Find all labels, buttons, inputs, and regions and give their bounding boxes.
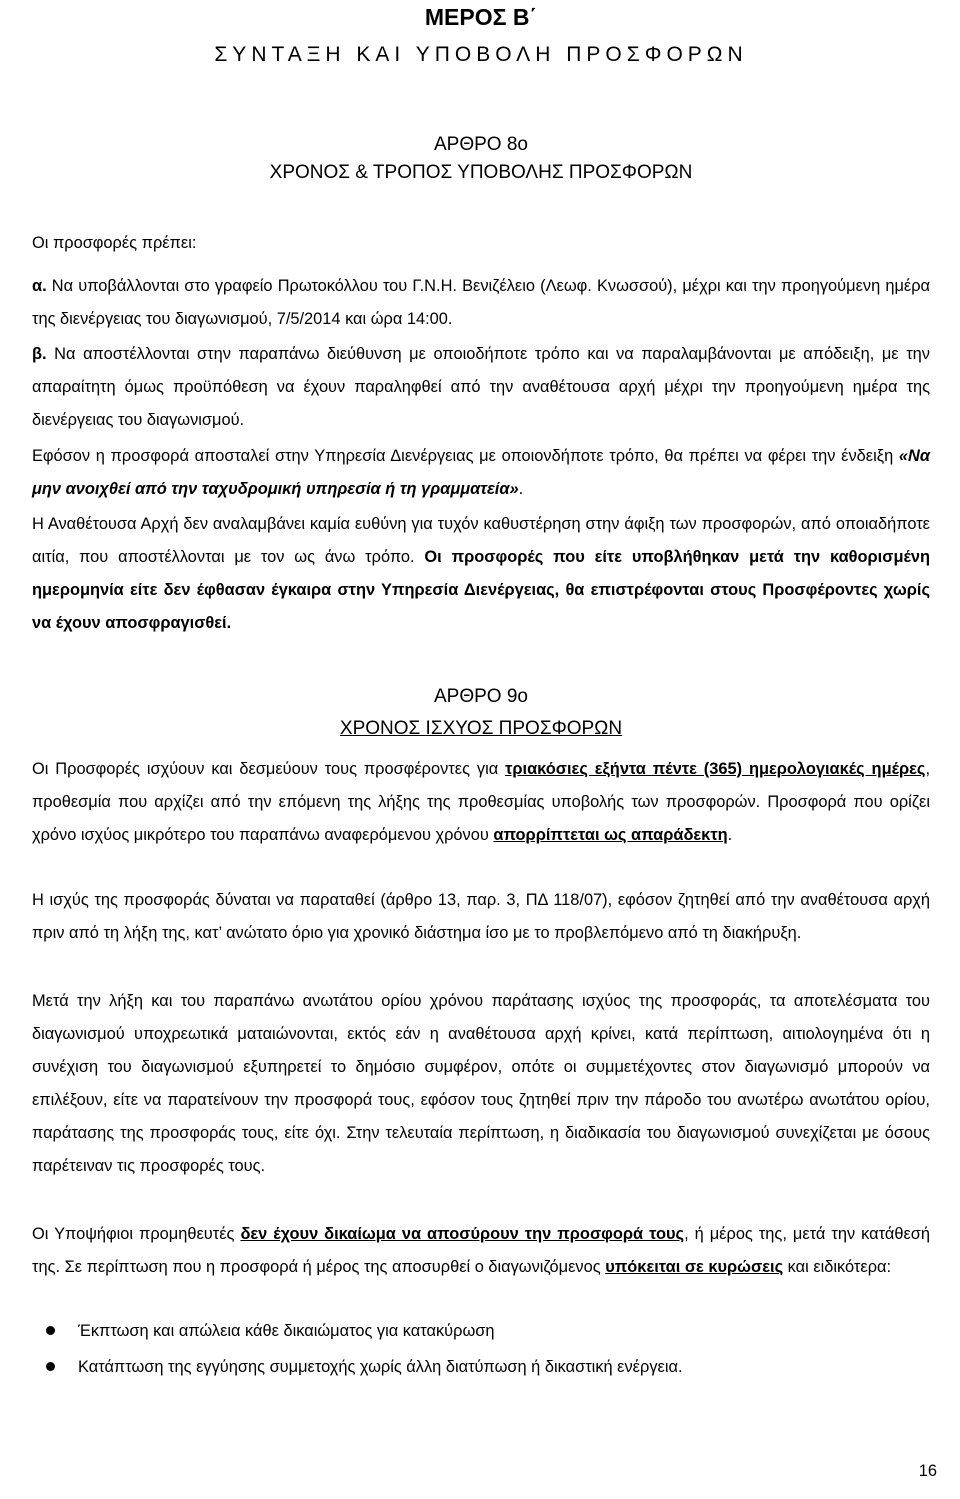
p1-end: . <box>727 826 733 844</box>
p3-label-quote: «Να μην ανοιχθεί από την ταχυδρομική υπηρεσία ή τη γραμματεία» <box>32 447 930 498</box>
p4-no-withdraw: δεν έχουν δικαίωμα να αποσύρουν την προσφορά τους <box>240 1225 685 1243</box>
p4-sanctions: υπόκειται σε κυρώσεις <box>605 1258 784 1276</box>
article-8-title: ΧΡΟΝΟΣ & ΤΡΟΠΟΣ ΥΠΟΒΟΛΗΣ ΠΡΟΣΦΟΡΩΝ <box>269 162 693 183</box>
article-8-item-b <box>32 338 930 437</box>
bullet-icon <box>46 1362 55 1371</box>
article-8-heading <box>32 134 930 184</box>
article-8-intro: Οι προσφορές πρέπει: <box>32 234 197 252</box>
article-8-item-a <box>32 270 930 336</box>
article-8-paragraph-3 <box>32 440 930 506</box>
p3-end: . <box>518 480 524 498</box>
p4-text-e: και ειδικότερα: <box>783 1258 892 1276</box>
item-a-label: α. <box>32 277 47 295</box>
page-number: 16 <box>918 1462 937 1480</box>
p1-text-a: Οι Προσφορές ισχύουν και δεσμεύουν τους προσφέροντες για <box>32 760 506 778</box>
p1-rejected: απορρίπτεται ως απαράδεκτη <box>493 826 728 844</box>
p3-text: Εφόσον η προσφορά αποσταλεί στην Υπηρεσία Διενέργειας με οποιονδήποτε τρόπο, θα πρέπει να φέρει την ένδειξη <box>32 447 899 465</box>
item-a-text: Να υποβάλλονται στο γραφείο Πρωτοκόλλου του Γ.Ν.Η. Βενιζέλειο (Λεωφ. Κνωσσού), μέχρι και την προηγούμενη ημέρα της διενέργειας του διαγωνισμού, 7/5/2014 και ώρα 14:00. <box>32 277 930 328</box>
part-subtitle: ΣΥΝΤΑΞΗ ΚΑΙ ΥΠΟΒΟΛΗ ΠΡΟΣΦΟΡΩΝ <box>214 43 748 66</box>
p4-text-a: Οι Υποψήφιοι προμηθευτές <box>32 1225 241 1243</box>
bullet-item <box>32 1354 930 1380</box>
bullet-icon <box>46 1326 55 1335</box>
article-9-number: ΑΡΘΡΟ 9ο <box>434 686 528 707</box>
bullet-text: Κατάπτωση της εγγύησης συμμετοχής χωρίς άλλη διατύπωση ή δικαστική ενέργεια. <box>78 1358 683 1376</box>
p1-duration: τριακόσιες εξήντα πέντε (365) ημερολογιακές ημέρες <box>505 760 926 778</box>
p1-text-c: , προθεσμία που αρχίζει από την επόμενη της λήξης της προθεσμίας υποβολής των προσφορών. Προσφορά που ορίζει χρόνο ισχύος μικρότερο του παραπάνω αναφερόμενου χρόνου <box>32 760 930 844</box>
p4-bold-text: Οι προσφορές που είτε υποβλήθηκαν μετά την καθορισμένη ημερομηνία είτε δεν έφθασαν έγκαιρα στην Υπηρεσία Διενέργειας, θα επιστρέφονται στους Προσφέροντες χωρίς να έχουν αποσφραγισθεί. <box>32 548 931 632</box>
part-title: ΜΕΡΟΣ Β΄ <box>424 4 538 30</box>
item-b-text: Να αποστέλλονται στην παραπάνω διεύθυνση με οποιοδήποτε τρόπο και να παραλαμβάνονται με απόδειξη, με την απαραίτητη όμως προϋπόθεση να έχουν παραληφθεί από την αναθέτουσα αρχή μέχρι την προηγούμενη ημέρα της διενέργειας του διαγωνισμού. <box>32 345 930 429</box>
article-9-paragraph-2: Η ισχύς της προσφοράς δύναται να παραταθεί (άρθρο 13, παρ. 3, ΠΔ 118/07), εφόσον ζητηθεί από την αναθέτουσα αρχή πριν από τη λήξη της, κατ’ ανώτατο όριο για χρονικό διάστημα ίσο με το προβλεπόμενο από τη διακήρυξη. <box>32 891 930 942</box>
part-heading <box>32 2 930 70</box>
article-8-paragraph-4 <box>32 508 930 640</box>
item-b-label: β. <box>32 345 47 363</box>
article-9-paragraph-3: Μετά την λήξη και του παραπάνω ανωτάτου ορίου χρόνου παράτασης ισχύος της προσφοράς, τα αποτελέσματα του διαγωνισμού υποχρεωτικά ματαιώνονται, εκτός εάν η αναθέτουσα αρχή κρίνει, κατά περίπτωση, αιτιολογημένα ότι η συνέχιση του διαγωνισμού εξυπηρετεί το δημόσιο συμφέρον, οπότε οι συμμετέχοντες στον διαγωνισμό μπορούν να επιλέξουν, είτε να παρατείνουν την προσφορά τους, εφόσον τους ζητηθεί πριν την πάροδο του ανωτέρω ανωτάτου ορίου, παράτασης της προσφοράς τους, είτε όχι. Στην τελευταία περίπτωση, η διαδικασία του διαγωνισμού συνεχίζεται με όσους παρέτειναν τις προσφορές τους. <box>32 992 930 1175</box>
article-9-paragraph-1 <box>32 753 930 852</box>
article-9-heading <box>32 686 930 740</box>
bullet-text: Έκπτωση και απώλεια κάθε δικαιώματος για κατακύρωση <box>78 1322 495 1340</box>
bullet-item <box>32 1318 930 1344</box>
article-9-title: ΧΡΟΝΟΣ ΙΣΧΥΟΣ ΠΡΟΣΦΟΡΩΝ <box>339 718 623 739</box>
article-8-number: ΑΡΘΡΟ 8ο <box>434 134 528 155</box>
p4-text: Η Αναθέτουσα Αρχή δεν αναλαμβάνει καμία ευθύνη για τυχόν καθυστέρηση στην άφιξη των προσφορών, από οποιαδήποτε αιτία, που αποστέλλονται με τον ως άνω τρόπο. <box>32 515 930 566</box>
p4-text-c: , ή μέρος της, μετά την κατάθεσή της. Σε περίπτωση που η προσφορά ή μέρος της αποσυρθεί ο διαγωνιζόμενος <box>32 1225 930 1276</box>
article-9-paragraph-4 <box>32 1218 930 1284</box>
